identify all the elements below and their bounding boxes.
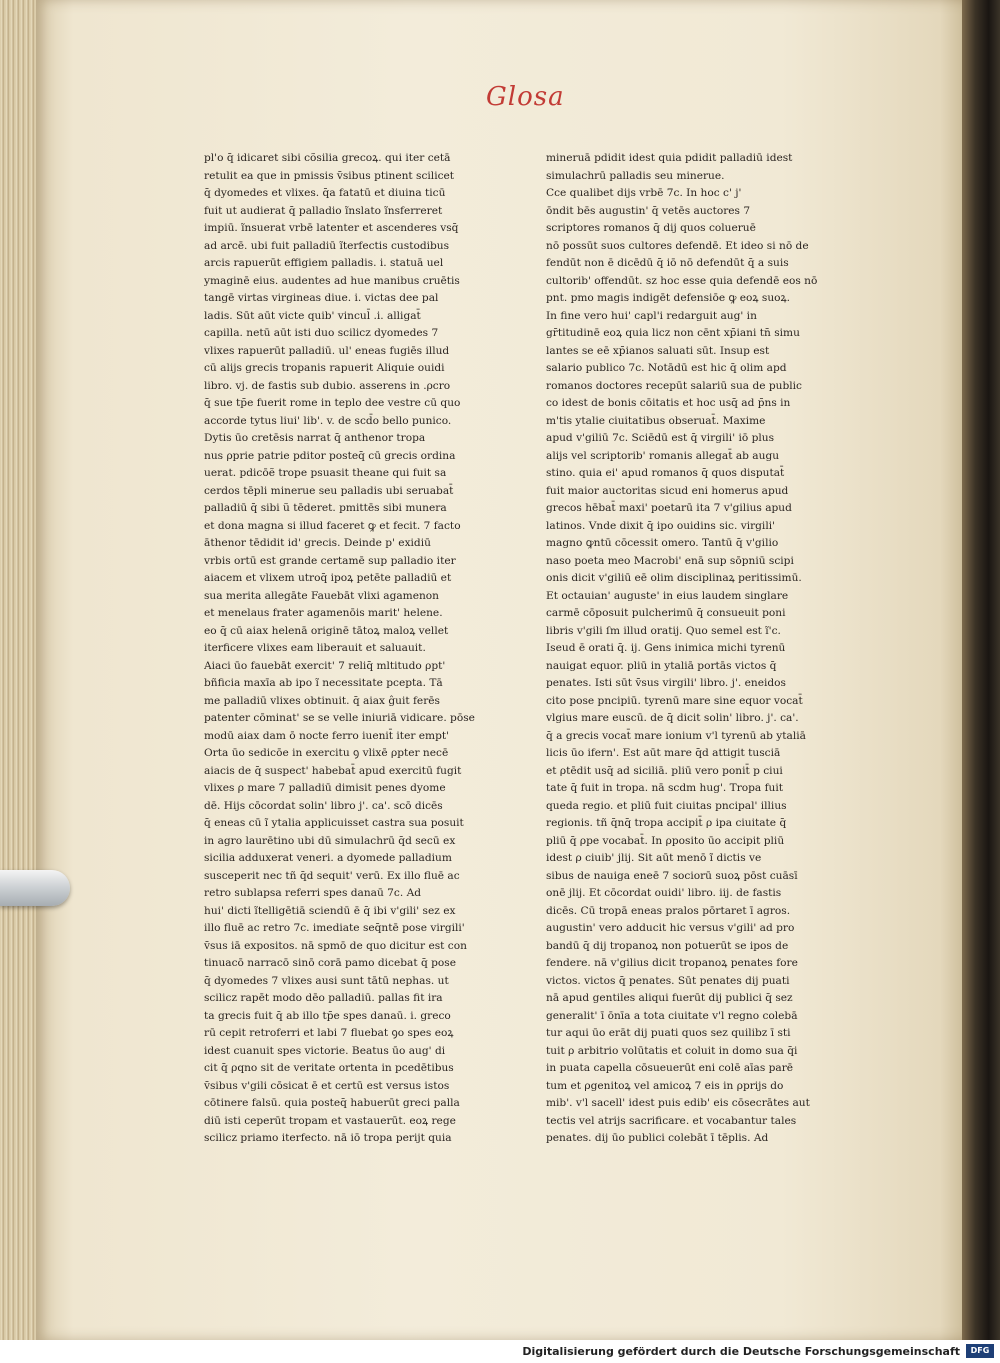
text-line: onē jlij. Et cōcordat ouidi' libro. iij. de fastis [546,887,782,899]
text-line: vlgius mare euscū. de q̄ dicit solin' libro. j'. ca'. [546,712,799,724]
text-line: tinuacō narracō sinō corā pamo dicebat q̄ pose [204,957,456,969]
text-line: romanos doctores recepūt salariū sua de public [546,379,802,392]
text-line: mineruā pdidit idest quia pdidit palladiū idest [546,152,793,164]
text-line: pnt. pmo magis indigēt defensiōe ꝙ eoꝝ suoꝝ. [546,292,791,304]
text-line: fuit maior auctoritas sicud eni homerus apud [546,484,789,497]
text-line: me palladiū vlixes obtinuit. q̄ aiax ĝuit ferēs [204,694,440,707]
text-line: libro. vj. de fastis sub dubio. asserens in .ρcro [204,379,451,392]
dfg-logo-icon: DFG [966,1344,994,1358]
text-line: tangē virtas virgineas diue. i. victas dee pal [204,292,439,304]
text-line: vrbis ortū est grande certamē sup palladio iter [204,554,456,567]
text-line: Iseud ē orati q̄. ij. Gens inimica michi tyrenū [546,642,786,654]
text-line: pl'o q̄ idicaret sibi cõsilia grecoꝝ. qui iter cetā [204,152,451,164]
text-line: palladiū q̄ sibi ũ tēderet. pmittēs sibi munera [204,502,447,514]
text-line: m'tis ytalie ciuitatibus obseruat̄. Maxime [546,414,766,427]
text-line: v̄sibus v'gili cōsicat ē et certū est versus istos [204,1079,450,1092]
page-clip [0,870,70,906]
text-line: gr̄titudinē eoꝝ quia licz non cēnt xp̄iani tn̄ simu [546,327,800,339]
text-line: in puata capella cōsueuerūt eni colē aīas parē [546,1062,794,1074]
text-line: fendere. nā v'gilius dicit tropanoꝝ penates fore [546,957,798,969]
text-line: tur aqui ūo erāt dij puati quos sez quilibz ī sti [546,1027,791,1039]
text-line: magno ꝙntū cōcessit omero. Tantū q̄ v'gilio [546,537,779,549]
book-page [36,0,968,1340]
text-line: carmē cōposuit pulcherimū q̄ consueuit poni [546,607,786,619]
text-line: idest cuanuit spes victorie. Beatus ūo aug' di [204,1044,446,1057]
text-line: susceperit nec tñ q̄d sequit' verū. Ex illo fluē ac [204,869,460,882]
text-line: co idest de bonis cōitatis et hoc usq̄ ad p̄ns in [546,397,791,409]
text-line: q̄ eneas cū ĩ ytalia applicuisset castra sua posuit [204,817,464,829]
text-line: stino. quia ei' apud romanos q̄ quos disputat̄ [546,467,785,479]
text-line: vlixes rapuerūt palladiū. ul' eneas fugiēs illud [204,344,450,357]
text-line: aiacem et vlixem utroq̄ ipoꝝ petēte palladiū et [204,572,452,584]
text-line: Orta ūo sedicōe in exercitu ꝯ vlixē ρpter necē [204,747,449,759]
text-line: rū cepit retroferri et labi 7 fluebat ꝯo spes eoꝝ [204,1027,454,1039]
text-line: bñficia maxīa ab ipo ĩ necessitate pcepta. Tā [204,677,443,689]
text-line: victos. victos q̄ penates. Sūt penates dij puati [546,974,790,987]
text-line: fendūt non ē dicēdū q̄ iō nō defendūt q̄ a suis [546,257,789,269]
text-line: retro sublapsa referri spes danaū 7c. Ad [204,887,422,899]
text-line: fuit ut audierat q̄ palladio ĩnslato ĩnsferreret [204,204,443,217]
text-line: cit q̄ ρqno sit de veritate ortenta in pcedētibus [204,1062,454,1074]
text-line: tate q̄ fuit in tropa. nā scdm hug'. Tropa fuit [546,782,783,794]
text-line: Aiaci ūo fauebāt exercit' 7 reliq̄ mltitudo ρpt' [204,659,446,672]
text-line: nus ρprie patrie pditor posteq̄ cū grecis ordina [204,449,456,462]
text-line: lantes se eē xp̄ianos saluati sūt. Insup est [546,344,770,357]
text-line: penates. Isti sūt v̄sus virgili' libro. j'. eneidos [546,677,786,689]
text-line: cōtinere falsū. quia posteq̄ habuerūt greci palla [204,1097,460,1109]
text-line: pliū q̄ ρpe vocabat̄. In ρposito ūo accipit pliū [546,834,785,847]
text-line: ōndit bēs augustin' q̄ vetēs auctores 7 [546,204,751,217]
text-line: āthenor tēdidit id' grecis. Deinde p' exidiū [204,537,431,549]
text-line: et ρtēdit usq̄ ad siciliā. pliū vero ponit̄ p ciui [546,764,783,777]
text-line: patenter cōminat' se se velle iniuriā vidicare. pōse [204,712,475,724]
text-line: v̄sus iā expositos. nā spmō de quo dicitur est con [204,939,467,952]
text-line: hui' dicti ĩtelligētiā sciendū ē q̄ ibi v'gili' sez ex [204,904,456,917]
text-line: cerdos tēpli minerue seu palladis ubi seruabat̄ [204,484,454,497]
text-line: bandū q̄ dij tropanoꝝ non potuerūt se ipos de [546,939,789,952]
text-line: mib'. v'l sacell' idest puis edib' eis cōsecrātes aut [546,1097,810,1109]
text-line: alijs vel scriptorib' romanis allegat̄ ab augu [546,449,780,462]
text-line: retulit ea que in pmissis v̄sibus ptinent scilicet [204,169,455,182]
text-line: In fine vero hui' capl'i redarguit aug' in [546,309,757,322]
text-line: capilla. netū aūt isti duo scilicz dyomedes 7 [204,327,439,339]
text-line: Dytis ūo cretēsis narrat q̄ anthenor tropa [204,432,426,444]
text-line: nauigat equor. pliū in ytaliā portās victos q̄ [546,659,777,672]
right-text-column [546,150,822,1148]
text-line: eo q̄ cū aiax helenā originē tātoꝝ maloꝝ vellet [204,624,449,637]
text-line: apud v'giliū 7c. Sciēdū est q̄ virgili' iō plus [546,432,775,444]
text-line: modū aiax dam ō nocte ferro iuenit̄ iter empt' [204,729,450,742]
text-line: generalit' ī ōnīa a tota ciuitate v'l regno colebā [546,1009,798,1022]
funding-credit: Digitalisierung gefördert durch die Deutsche Forschungsgemeinschaft [522,1345,960,1358]
text-line: simulachrū palladis seu minerue. [546,169,725,182]
text-line: ymaginē eius. audentes ad hue manibus cruētis [204,274,460,287]
text-line: q̄ dyomedes 7 vlixes ausi sunt tātū nephas. ut [204,974,449,987]
text-line: naso poeta meo Macrobi' enā sup sōpniū scipi [546,554,794,567]
text-line: idest ρ ciuib' jlij. Sit aūt menō ĩ dictis ve [546,852,762,864]
page-header-title: Glosa [486,82,565,112]
text-line: cultorib' offendūt. sz hoc esse quia defendē eos nō [546,274,818,287]
text-line: iterficere vlixes eam liberauit et saluauit. [204,642,426,654]
text-line: q̄ dyomedes et vlixes. q̄a fatatū et diuina ticū [204,187,446,199]
text-line: diū isti ceperūt tropam et vastauerūt. eoꝝ rege [204,1114,456,1127]
text-line: dicēs. Cū tropā eneas pralos pōrtaret ī agros. [546,904,791,917]
text-line: libris v'gili ſm illud oratij. Quo semel est ĩ'c. [546,624,781,637]
text-line: ad arcē. ubi fuit palladiū ĩterfectis custodibus [204,239,450,252]
text-line: accorde tytus liui' lib'. v. de scd̄o bello punico. [204,414,452,427]
text-line: scilicz rapēt modo dēo palladiū. pallas fit ira [204,992,443,1004]
text-line: regionis. tñ q̄nq̄ tropa accipit̄ ρ ipa ciuitate q̄ [546,817,787,829]
text-line: cū alijs grecis tropanis rapuerit Aliquie ouidi [204,362,445,374]
text-line: sicilia adduxerat veneri. a dyomede palladium [204,852,452,864]
text-line: Cce qualibet dijs vrbē 7c. In hoc c' j' [546,187,742,199]
text-line: sua merita allegāte Fauebāt vlixi agamenon [204,589,440,602]
text-line: augustin' vero adducit hic versus v'gili' ad pro [546,922,795,934]
text-line: vlixes ρ mare 7 palladiū dimisit penes dyome [204,782,446,794]
text-line: sibus de nauiga eneē 7 sociorū suoꝝ pōst cuāsī [546,869,798,882]
text-line: cito pose pncipiū. tyrenū mare sine equor vocat̄ [546,694,803,707]
text-line: tum et ρgenitoꝝ vel amicoꝝ 7 eis in ρprijs do [546,1079,784,1092]
text-line: et menelaus frater agamenōis marit' helene. [204,607,443,619]
text-line: impiū. ĩnsuerat vrbē latenter et ascenderes vsq̄ [204,222,459,234]
text-line: scilicz priamo iterfecto. nā iō tropa perijt quia [204,1132,452,1144]
text-line: illo fluē ac retro 7c. imediate seq̄ntē pose virgili' [204,922,465,934]
text-line: tectis vel atrijs sacrificare. et vocabantur tales [546,1114,797,1127]
text-line: nō possūt suos cultores defendē. Et ideo si nō de [546,239,809,252]
footer-bar [0,1340,1000,1363]
text-line: latinos. Vnde dixit q̄ ipo ouidins sic. virgili' [546,519,776,532]
text-line: aiacis de q̄ suspect' habebat̄ apud exercitū fugit [204,764,462,777]
text-line: nā apud gentiles aliqui fuerūt dij publici q̄ sez [546,992,793,1004]
text-line: q̄ a grecis vocat̄ mare ionium v'l tyrenū ab ytaliā [546,729,806,742]
text-line: et dona magna si illud faceret ꝙ et fecit. 7 facto [204,519,461,532]
text-line: penates. dij ūo publici colebāt ī tēplis. Ad [546,1132,769,1144]
text-line: q̄ sue tp̄e fuerit rome in teplo dee vestre cū quo [204,397,461,409]
text-line: ladis. Sūt aūt victe quib' vincul̄ .i. alligat̄ [204,309,421,322]
left-text-column [204,150,476,1148]
text-line: in agro laurētino ubi dū simulachrū q̄d secū ex [204,834,456,847]
book-gutter [962,0,1000,1340]
text-line: Et octauian' auguste' in eius laudem singlare [546,589,789,602]
text-line: salario publico 7c. Notādū est hic q̄ olim apd [546,362,787,374]
text-line: scriptores romanos q̄ dij quos colueruē [546,222,756,234]
text-line: grecos hēbat̄ maxi' poetarū ita 7 v'gilius apud [546,502,792,514]
text-line: arcis rapuerūt effigiem palladis. i. statuā uel [204,257,444,269]
text-line: uerat. pdicōẽ trope psuasit theane qui fuit sa [204,467,447,479]
text-line: ta grecis fuit q̄ ab illo tp̄e spes danaū. i. greco [204,1009,451,1022]
text-line: queda regio. et pliū fuit ciuitas pncipal' illius [546,799,787,812]
text-line: onis dicit v'giliū eē olim disciplinaꝝ peritissimū. [546,572,802,584]
text-line: tuit ρ arbitrio volūtatis et coluit in domo sua q̄i [546,1044,798,1057]
text-line: dē. Hijs cōcordat solin' libro j'. ca'. scō dicēs [204,799,443,812]
text-line: licis ūo ifern'. Est aūt mare q̄d attigit tusciā [546,747,781,759]
